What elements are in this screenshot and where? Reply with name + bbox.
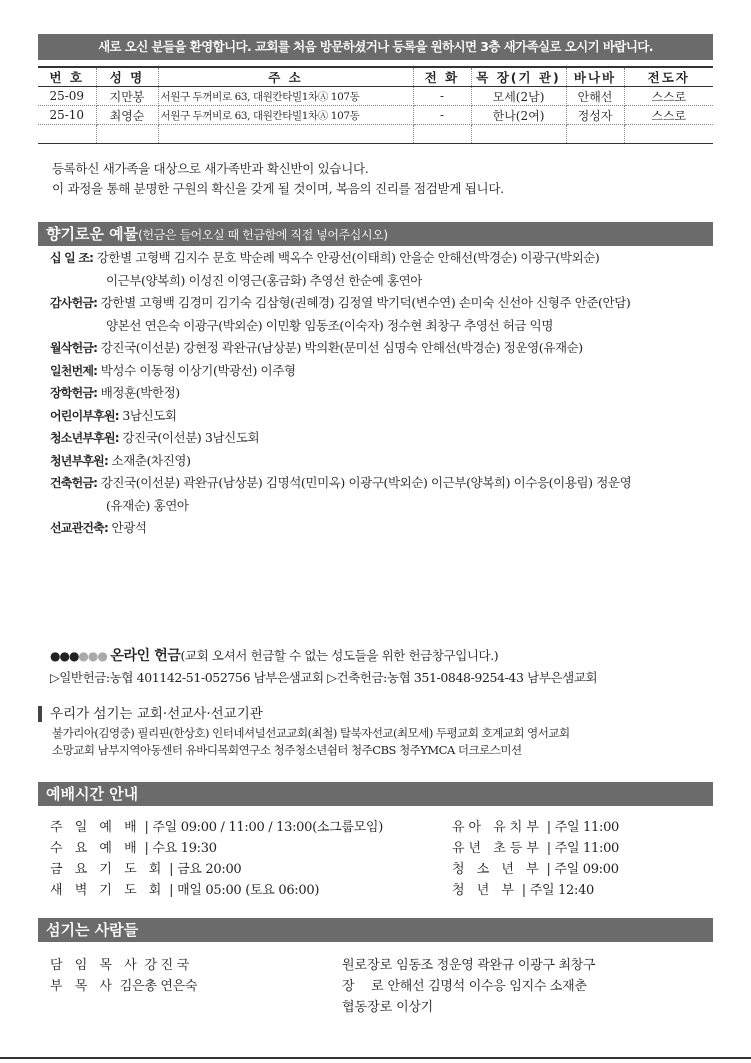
cell-number: 25-09 [38,87,96,106]
offering-title: 향기로운 예물 [46,225,139,243]
offering-names: 안광석 [111,520,147,535]
worship-item: 새 벽 기 도 회 | 매일 05:00 (토요 06:00) [50,883,320,898]
offering-row-children [50,405,710,428]
registration-table [38,66,713,144]
offering-names-cont: (유재순) 홍연아 [106,497,189,513]
online-title: 온라인 헌금 [110,648,181,664]
offering-row-thousand [50,360,710,383]
worship-item: 주 일 예 배 | 주일 09:00 / 11:00 / 13:00(소그룹모임) [50,820,383,835]
cell-name: 지만봉 [96,87,158,106]
cell-evangelist: 스스로 [624,106,713,125]
cell-number: 25-10 [38,106,96,125]
offering-row-tithe [50,247,710,292]
support-list [38,725,718,759]
col-evangelist: 전도자 [624,67,713,87]
offering-names: 강진국(이선분) 곽완규(남상분) 김명석(민미옥) 이광구(박외순) 이근부(양복희) 이수응(이용림) 정운영 [100,475,632,490]
offering-row-mission-house [50,517,710,540]
col-name: 성 명 [96,67,158,87]
cell-barnabas: 안해선 [566,87,624,106]
online-title-line [50,645,597,667]
offering-names: 배정훈(박한정) [100,385,180,400]
offering-row-building [50,472,710,517]
online-desc: (교회 오셔서 헌금할 수 없는 성도들을 위한 헌금창구입니다.) [180,648,499,663]
servant-item: 담 임 목 사 강 진 국 [50,958,189,973]
cell-name: 최영순 [96,106,158,125]
online-accounts: ▷일반헌금:농협 401142-51-052756 남부은샘교회 ▷건축헌금:농협 351-0848-9254-43 남부은샘교회 [50,670,598,685]
worship-section-header [38,782,713,806]
offering-names: 강한별 고형백 김경미 김기숙 김삼형(권혜경) 김정열 박기덕(변수연) 손미숙 신선아 신형주 안준(안담) [100,295,631,310]
offering-label: 월삭헌금: [50,341,98,355]
col-phone: 전 화 [413,67,471,87]
bottom-divider [0,1057,751,1059]
offering-row-thanks [50,292,710,337]
notice-line: 등록하신 새가족을 대상으로 새가족반과 확신반이 있습니다. [52,161,369,176]
cell-group: 한나(2여) [471,106,566,125]
worship-item: 유아 유치부 | 주일 11:00 [452,820,620,835]
table-row [38,106,713,125]
worship-item: 수 요 예 배 | 수요 19:30 [50,841,217,856]
supported-organizations [38,706,718,759]
offering-names: 박성수 이동형 이상기(박광선) 이주형 [100,362,296,378]
cell-phone: - [413,87,471,106]
offering-row-youth [50,427,710,450]
cell-address: 서원구 두꺼비로 63, 대원칸타빌1차Ⓐ 107동 [158,87,413,106]
col-barnabas: 바나바 [566,67,624,87]
welcome-banner: 새로 오신 분들을 환영합니다. 교회를 처음 방문하셨거나 등록을 원하시면 3층 새가족실로 오시기 바랍니다. [38,34,713,60]
offering-label: 어린이부후원: [50,408,119,423]
table-row-empty [38,125,713,144]
offering-subtitle: (헌금은 들어오실 때 헌금함에 직접 넣어주십시오) [138,228,388,242]
offering-label: 청소년부후원: [50,431,119,445]
offering-names: 강진국(이선분) 강현정 곽완규(남상분) 박의환(문미선 심명숙 안해선(박경순) 정운영(유재순) [100,340,583,355]
offering-names: 소재춘(차진영) [111,452,191,468]
offering-list [50,247,710,540]
cell-address: 서원구 두꺼비로 63, 대원칸타빌1차Ⓐ 107동 [158,106,413,125]
offering-row-monthly [50,337,710,360]
offering-names-cont: 양본선 연은숙 이광구(박외순) 이민황 임동조(이숙자) 정수현 최창구 추영선 허금 익명 [106,317,554,333]
cell-barnabas: 정성자 [566,106,624,125]
servant-item: 협동장로 이상기 [342,1000,433,1015]
offering-section-header [38,222,713,246]
cell-phone: - [413,106,471,125]
dots-decoration: ●●●●●● [50,649,107,663]
offering-row-scholarship [50,382,710,405]
col-group: 목 장(기 관) [471,67,566,87]
support-line: 불가리아(김영중) 필리핀(한상호) 인터네셔널선교교회(최철) 탈북자선교(최모세) 두평교회 호계교회 영서교회 [52,726,570,740]
col-address: 주 소 [158,67,413,87]
cell-evangelist: 스스로 [624,87,713,106]
worship-title: 예배시간 안내 [46,785,139,803]
offering-label: 선교관건축: [50,521,108,535]
servants-section-header [38,918,713,942]
worship-item: 청 년 부 | 주일 12:40 [452,883,595,898]
notice-line: 이 과정을 통해 분명한 구원의 확신을 갖게 될 것이며, 복음의 진리를 점검받게 됩니다. [52,181,504,196]
online-offering [50,645,597,689]
cell-group: 모세(2남) [471,87,566,106]
offering-label: 청년부후원: [50,453,108,468]
worship-item: 청 소 년 부 | 주일 09:00 [452,862,619,877]
newcomer-notice [52,159,504,199]
servant-item: 부 목 사 김은총 연은숙 [50,979,198,994]
offering-names: 강한별 고형백 김지수 문호 박순례 백옥수 안광선(이태희) 안을순 안해선(박경순) 이광구(박외순) [96,250,600,265]
table-row [38,87,713,106]
offering-names: 3남신도회 [122,407,177,423]
offering-names: 강진국(이선분) 3남신도회 [122,430,260,445]
offering-label: 십 일 조: [50,251,94,265]
worship-item: 유년 초등부 | 주일 11:00 [452,841,620,856]
offering-label: 감사헌금: [50,296,98,310]
support-line: 소망교회 남부지역아동센터 유바디목회연구소 청주청소년쉼터 청주CBS 청주YMCA 더크로스미션 [52,743,522,757]
offering-label: 장학헌금: [50,386,98,400]
table-header-row [38,67,713,87]
worship-item: 금 요 기 도 회 | 금요 20:00 [50,862,242,877]
offering-names-cont: 이근부(양복희) 이성진 이영근(홍금화) 추영선 한순예 홍연아 [106,272,422,288]
servant-item: 장 로 안해선 김명석 이수응 임지수 소재춘 [342,979,587,994]
offering-row-young-adult [50,450,710,473]
servants-title: 섬기는 사람들 [46,921,139,939]
support-title: 우리가 섬기는 교회·선교사·선교기관 [38,706,718,722]
col-number: 번 호 [38,67,96,87]
servant-item: 원로장로 임동조 정운영 곽완규 이광구 최창구 [342,958,596,973]
offering-label: 건축헌금: [50,476,98,490]
offering-label: 일천번제: [50,363,98,378]
